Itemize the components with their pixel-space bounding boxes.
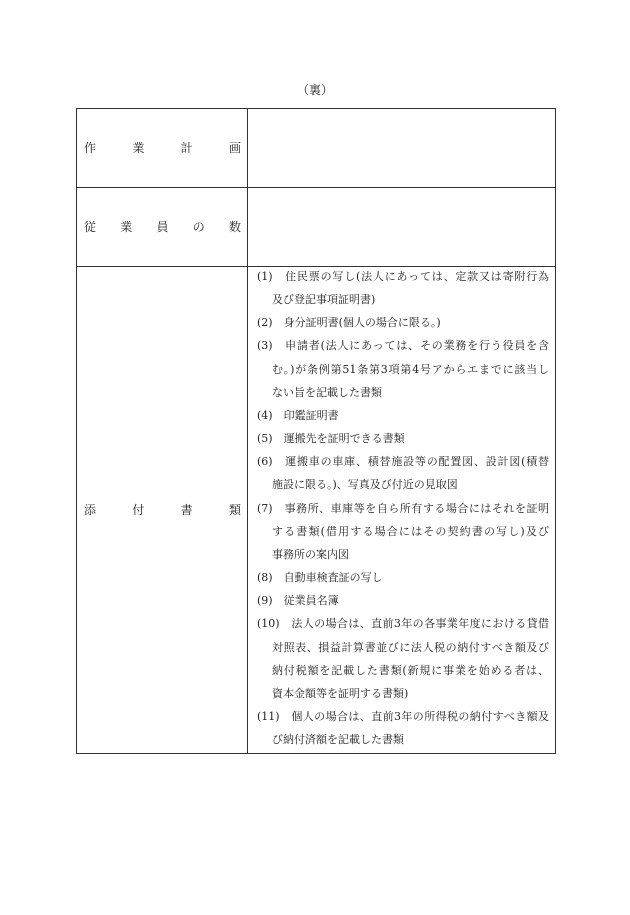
attachment-item-line: (4) 印鑑証明書 — [257, 408, 339, 422]
label-char: 画 — [228, 141, 241, 155]
attachment-item — [257, 265, 549, 311]
attachment-item — [257, 566, 549, 589]
employees-label — [84, 219, 241, 235]
attachment-item — [257, 311, 549, 334]
page-side-title: （裏） — [296, 83, 333, 97]
attachment-item-line: (11) 個人の場合は、直前3年の所得税の納付すべき額及 — [257, 709, 549, 723]
attachment-item-line: 施設に限る。)、写真及び付近の見取図 — [272, 478, 458, 492]
attachment-item-line: む。)が条例第51条第3項第4号アからエまでに該当し — [272, 362, 549, 376]
attachment-item — [257, 404, 549, 427]
attachment-item-line: 資本金額等を証明する書類) — [272, 686, 409, 700]
attachment-item — [257, 427, 549, 450]
attachment-item-line: 事務所の案内図 — [272, 547, 349, 561]
application-form-table — [76, 108, 556, 754]
attachment-item-line: (10) 法人の場合は、直前3年の各事業年度における貸借 — [257, 617, 549, 631]
attachment-item-line: (2) 身分証明書(個人の場合に限る。) — [257, 316, 441, 330]
label-char: 作 — [84, 141, 97, 155]
label-char: 書 — [180, 503, 193, 517]
attachment-item — [257, 450, 549, 496]
attachment-item-line: び納付済額を記載した書類 — [272, 733, 404, 747]
attachment-item-line: (9) 従業員名簿 — [257, 594, 339, 608]
work-plan-label — [84, 140, 241, 156]
label-char: 付 — [132, 503, 145, 517]
attachment-item — [257, 334, 549, 403]
employees-label-cell — [77, 188, 248, 267]
label-char: 計 — [180, 141, 193, 155]
attachment-item-line: (1) 住民票の写し(法人にあっては、定款又は寄附行為 — [257, 270, 549, 283]
attachments-value-cell — [248, 267, 555, 753]
attachments-label-cell — [77, 267, 248, 753]
work-plan-label-cell — [77, 109, 248, 188]
attachment-item-line: (7) 事務所、車庫等を自ら所有する場合にはそれを証明 — [257, 501, 549, 515]
attachments-label — [84, 502, 241, 518]
label-char: 従 — [84, 220, 97, 234]
attachment-item — [257, 612, 549, 705]
label-char: 業 — [120, 220, 133, 234]
attachment-item-line: 納付税額を記載した書類(新規に事業を始める者は、 — [272, 663, 549, 677]
work-plan-value-cell — [248, 109, 555, 188]
attachment-item-line: (6) 運搬車の車庫、積替施設等の配置図、設計図(積替 — [257, 455, 549, 469]
attachment-item-line: (3) 申請者(法人にあっては、その業務を行う役員を含 — [257, 339, 549, 353]
label-char: 類 — [228, 503, 241, 517]
attachment-item-line: 対照表、損益計算書並びに法人税の納付すべき額及び — [272, 640, 549, 654]
label-char: 員 — [156, 220, 169, 234]
attachment-item-line: 及び登記事項証明書) — [272, 293, 376, 307]
label-char: 数 — [228, 220, 241, 234]
attachment-item-line: (8) 自動車検査証の写し — [257, 571, 383, 585]
employees-value-cell — [248, 188, 555, 267]
label-char: 業 — [132, 141, 145, 155]
attachment-item — [257, 705, 549, 751]
label-char: 添 — [84, 503, 97, 517]
attachment-item — [257, 589, 549, 612]
attachments-list — [248, 265, 555, 751]
attachment-item-line: ない旨を記載した書類 — [272, 385, 382, 399]
attachment-item-line: する書類(借用する場合にはその契約書の写し)及び — [272, 524, 549, 538]
label-char: の — [192, 220, 205, 234]
attachment-item-line: (5) 運搬先を証明できる書類 — [257, 432, 405, 446]
attachment-item — [257, 497, 549, 566]
